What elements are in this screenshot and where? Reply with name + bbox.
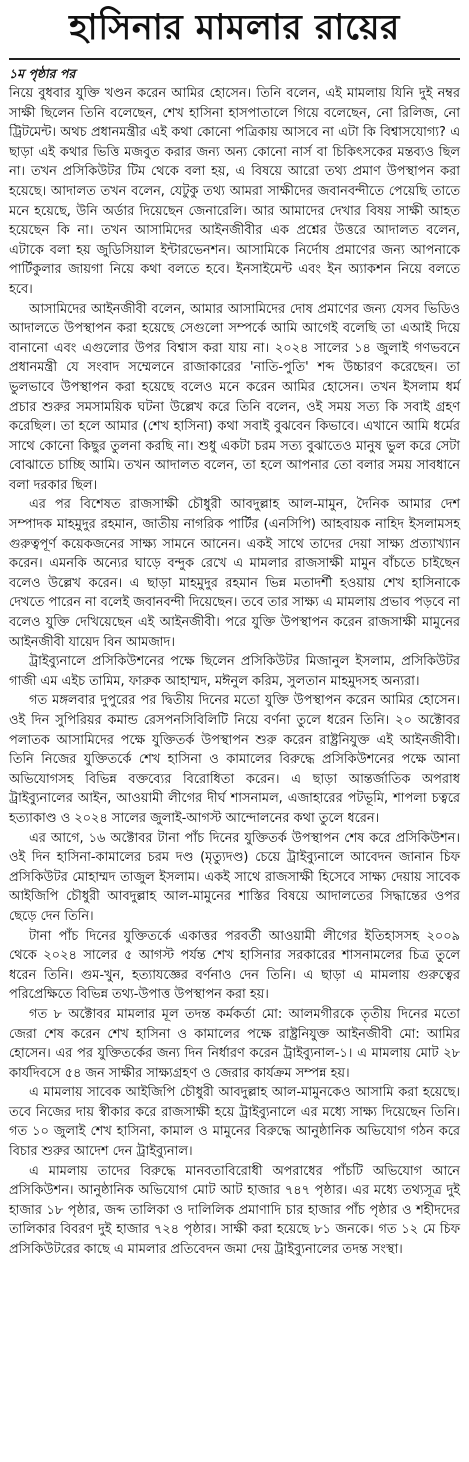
paragraph: এ মামলায় সাবেক আইজিপি চৌধুরী আবদুল্লাহ আল-মামুনকেও আসামি করা হয়েছে। তবে নিজের দায় স্বীকার করে রাজসাক্ষী হয়ে ট্রাইব্যুনালে এর মধ্যে সাক্ষ্য দিয়েছেন তিনি। গত ১০ জুলাই শেখ হাসিনা, কামাল ও মামুনের বিরুদ্ধে আনুষ্ঠানিক অভিযোগ গঠন করে বিচার শুরুর আদেশ দেন ট্রাইব্যুনাল।	[9, 1085, 460, 1160]
continued-from-label: ১ম পৃষ্ঠার পর	[9, 66, 76, 81]
paragraph: গত মঙ্গলবার দুপুরের পর দ্বিতীয় দিনের মতো যুক্তি উপস্থাপন করেন আমির হোসেন। ওই দিন সুপিরিয়র কমান্ড রেসপনসিবিলিটি নিয়ে বর্ণনা তুলে ধরেন তিনি। ২০ অক্টোবর পলাতক আসামিদের পক্ষে যুক্তিতর্ক উপস্থাপন শুরু করেন রাষ্ট্রনিযুক্ত এই আইনজীবী। তিনি নিজের যুক্তিতর্কে শেখ হাসিনা ও কামালের বিরুদ্ধে প্রসিকিউশনের পক্ষে আনা অভিযোগসহ বিভিন্ন বক্তব্যের বিরোধিতা করেন। এ ছাড়া আন্তর্জাতিক অপরাধ ট্রাইব্যুনালের আইন, আওয়ামী লীগের দীর্ঘ শাসনামল, এজাহারের পটভূমি, শাপলা চত্বরে হত্যাকাণ্ড ও ২০২৪ সালের জুলাই-আগস্ট আন্দোলনের কথা তুলে ধরেন।	[9, 693, 460, 826]
paragraph: এর পর বিশেষত রাজসাক্ষী চৌধুরী আবদুল্লাহ আল-মামুন, দৈনিক আমার দেশ সম্পাদক মাহমুদুর রহমান, জাতীয় নাগরিক পার্টির (এনসিপি) আহবায়ক নাহিদ ইসলামসহ গুরুত্বপূর্ণ কয়েকজনের সাক্ষ্য সামনে আনেন। একই সাথে তাদের দেয়া সাক্ষ্য প্রত্যাখ্যান করেন। এমনকি অন্যের ঘাড়ে বন্দুক রেখে এ মামলার রাজসাক্ষী মামুন বাঁচতে চাইছেন বলেও উল্লেখ করেন। এ ছাড়া মাহমুদুর রহমান ভিন্ন মতাদর্শী হওয়ায় শেখ হাসিনাকে দেখতে পারেন না বলেই জবানবন্দী দিয়েছেন। তবে তার সাক্ষ্য এ মামলায় প্রভাব পড়বে না বলেও যুক্তি দেখিয়েছেন এই আইনজীবী। পরে যুক্তি উপস্থাপন করেন রাজসাক্ষী মামুনের আইনজীবী যায়েদ বিন আমজাদ।	[9, 497, 460, 650]
paragraph: গত ৮ অক্টোবর মামলার মূল তদন্ত কর্মকর্তা মো: আলমগীরকে তৃতীয় দিনের মতো জেরা শেষ করেন শেখ হাসিনা ও কামালের পক্ষে রাষ্ট্রনিযুক্ত আইনজীবী মো: আমির হোসেন। এর পর যুক্তিতর্কের জন্য দিন নির্ধারণ করেন ট্রাইব্যুনাল-১। এ মামলায় মোট ২৮ কার্যদিবসে ৫৪ জন সাক্ষীর সাক্ষ্যগ্রহণ ও জেরার কার্যক্রম সম্পন্ন হয়।	[9, 1006, 460, 1081]
headline-divider	[9, 58, 460, 60]
paragraph: ট্রাইব্যুনালে প্রসিকিউশনের পক্ষে ছিলেন প্রসিকিউটর মিজানুল ইসলাম, প্রসিকিউটর গাজী এম এইচ তামিম, ফারুক আহাম্মদ, মঈনুল করিম, সুলতান মাহমুদসহ অন্যরা।	[9, 654, 460, 689]
paragraph: এর আগে, ১৬ অক্টোবর টানা পাঁচ দিনের যুক্তিতর্ক উপস্থাপন শেষ করে প্রসিকিউশন। ওই দিন হাসিনা-কামালের চরম দণ্ড (মৃত্যুদণ্ড) চেয়ে ট্রাইব্যুনালে আবেদন জানান চিফ প্রসিকিউটর মোহাম্মদ তাজুল ইসলাম। একই সাথে রাজসাক্ষী হিসেবে সাক্ষ্য দেয়ায় সাবেক আইজিপি চৌধুরী আবদুল্লাহ আল-মামুনের শাস্তির বিষয়ে আদালতের সিদ্ধান্তের ওপর ছেড়ে দেন তিনি।	[9, 830, 460, 924]
headline: হাসিনার মামলার রায়ের	[69, 8, 400, 48]
paragraph: এ মামলায় তাদের বিরুদ্ধে মানবতাবিরোধী অপরাধের পাঁচটি অভিযোগ আনে প্রসিকিউশন। আনুষ্ঠানিক অভিযোগ মোট আট হাজার ৭৪৭ পৃষ্ঠার। এর মধ্যে তথ্যসূত্র দুই হাজার ১৮ পৃষ্ঠার, জব্দ তালিকা ও দালিলিক প্রমাণাদি চার হাজার পাঁচ পৃষ্ঠার ও শহীদদের তালিকার বিবরণ দুই হাজার ৭২৪ পৃষ্ঠার। সাক্ষী করা হয়েছে ৮১ জনকে। গত ১২ মে চিফ প্রসিকিউটরের কাছে এ মামলার প্রতিবেদন জমা দেয় ট্রাইব্যুনালের তদন্ত সংস্থা।	[9, 1163, 460, 1258]
paragraph: আসামিদের আইনজীবী বলেন, আমার আসামিদের দোষ প্রমাণের জন্য যেসব ভিডিও আদালতে উপস্থাপন করা হয়েছে সেগুলো সম্পর্কে আমি আগেই বলেছি তা এআই দিয়ে বানানো এবং এগুলোর উপর বিশ্বাস করা যায় না। ২০২৪ সালের ১৪ জুলাই গণভবনে প্রধানমন্ত্রী যে সংবাদ সম্মেলনে রাজাকারের 'নাতি-পুতি' শব্দ উচ্চারণ করেছেন। তা ভুলভাবে উপস্থাপন করা হয়েছে বলেও মনে করেন আমির হোসেন। তখন ইসলাম ধর্ম প্রচার শুরুর সমসাময়িক ঘটনা উল্লেখ করে তিনি বলেন, ওই সময় সত্য কি সবাই গ্রহণ করেছিল। তা হলে আমার (শেখ হাসিনা) কথা সবাই বুঝবেন কিভাবে। এখানে আমি ধর্মের সাথে কোনো কিছুর তুলনা করছি না। শুধু একটা চরম সত্য বুঝাতেও মানুষ ভুল করে সেটা বোঝাতে চাচ্ছি আমি। তখন আদালত বলেন, তা হলে আপনার তো বলার সময় সাবধানে বলা দরকার ছিল।	[9, 301, 460, 493]
paragraph: নিয়ে বুধবার যুক্তি খণ্ডন করেন আমির হোসেন। তিনি বলেন, এই মামলায় যিনি দুই নম্বর সাক্ষী ছিলেন তিনি বলেছেন, শেখ হাসিনা হাসপাতালে গিয়ে বলেছেন, নো রিলিজ, নো ট্রিটমেন্ট। অথচ প্রধানমন্ত্রীর এই কথা কোনো পত্রিকায় আসবে না এটা কি বিশ্বাসযোগ্য? এ ছাড়া এই কথার ভিত্তি মজবুত করার জন্য অন্য কোনো নার্স বা চিকিৎসকের মন্তব্যও ছিল না। তখন প্রসিকিউটর টিম থেকে বলা হয়, এ বিষয়ে আরো তথ্য প্রমাণ উপস্থাপন করা হয়েছে। আদালত তখন বলেন, যেটুকু তথ্য আমরা সাক্ষীদের জবানবন্দীতে পেয়েছি তাতে মনে হয়েছে, উনি অর্ডার দিয়েছেন জেনারেলি। আর আমাদের দেখার বিষয় সাক্ষী আহত হয়েছেন কি না। তখন আসামিদের আইনজীবীর এক প্রশ্নের উত্তরে আদালত বলেন, এটাকে বলা হয় জুডিসিয়াল ইন্টারভেনশন। আসামিকে নির্দোষ প্রমাণের জন্য আপনাকে পার্টিকুলার জায়গা নিয়ে কথা বলতে হবে। ইনসাইমেন্ট এবং ইন অ্যাকশন নিয়ে বলতে হবে।	[9, 86, 460, 297]
article-body	[9, 84, 460, 1260]
paragraph: টানা পাঁচ দিনের যুক্তিতর্কে একাত্তর পরবর্তী আওয়ামী লীগের ইতিহাসসহ ২০০৯ থেকে ২০২৪ সালের ৫ আগস্ট পর্যন্ত শেখ হাসিনার সরকারের শাসনামলের চিত্র তুলে ধরেন তিনি। গুম-খুন, হত্যাযজ্ঞের বর্ণনাও দেন তিনি। এ ছাড়া এ মামলায় গুরুত্বের পরিপ্রেক্ষিতে বিভিন্ন তথ্য-উপাত্ত উপস্থাপন করা হয়।	[9, 928, 460, 1003]
